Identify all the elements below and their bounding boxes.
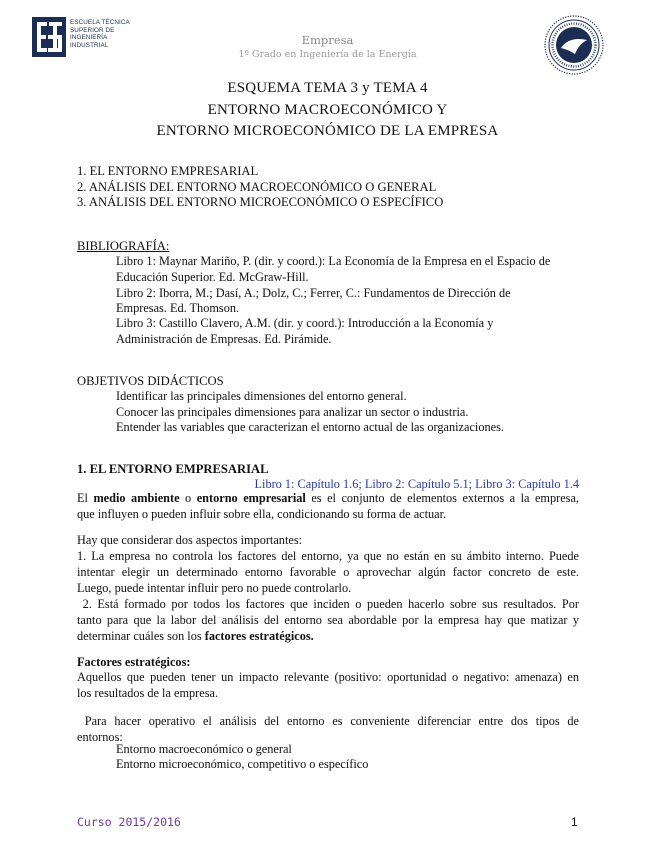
- school-name: ESCUELA TÉCNICA SUPERIOR DE INGENIERÍA INDUSTRIAL: [70, 19, 130, 49]
- doc-title-line-2: ENTORNO MACROECONÓMICO Y: [207, 102, 448, 118]
- doc-title-line-1: ESQUEMA TEMA 3 y TEMA 4: [227, 80, 428, 96]
- index-item-3: 3. ANÁLISIS DEL ENTORNO MICROECONÓMICO O ESPECÍFICO: [77, 195, 444, 209]
- bibliography-line: Empresas. Ed. Thomson.: [116, 301, 240, 315]
- term-medio-ambiente: medio ambiente: [93, 491, 180, 505]
- env-type-item: Entorno microeconómico, competitivo o específico: [116, 757, 369, 771]
- doc-title-line-3: ENTORNO MICROECONÓMICO DE LA EMPRESA: [156, 123, 499, 139]
- bibliography-line: Administración de Empresas. Ed. Pirámide.: [116, 332, 332, 346]
- objective-item: Identificar las principales dimensiones del entorno general.: [116, 389, 407, 403]
- bibliography-heading: BIBLIOGRAFÍA:: [77, 239, 170, 253]
- factors-paragraph: Aquellos que pueden tener un impacto relevante (positivo: oportunidad o negativo: amenaza) en los resultados de la empresa.: [77, 670, 579, 700]
- section-1-heading: 1. EL ENTORNO EMPRESARIAL: [77, 462, 269, 476]
- term-entorno-empresarial: entorno empresarial: [196, 491, 306, 505]
- page-number: 1: [571, 815, 578, 829]
- aspect-2-paragraph: 2. Está formado por todos los factores que inciden o pueden hacerlo sobre sus resultados. Por tanto para que la labor del análisis del entorno sea abordable por la empresa hay que matizar y determinar cuáles son los factores estratégicos.: [77, 597, 579, 643]
- aspect-1-paragraph: 1. La empresa no controla los factores del entorno, ya que no están en su ámbito interno. Puede intentar elegir un determinado entorno favorable o aprovechar algún factor concreto de este. Luego, puede intentar influir pero no puede controlarlo.: [77, 549, 579, 595]
- objective-item: Conocer las principales dimensiones para analizar un sector o industria.: [116, 405, 469, 419]
- analysis-paragraph: Para hacer operativo el análisis del entorno es conveniente diferenciar entre dos tipos de entornos:: [77, 714, 579, 744]
- bibliography-line: Libro 1: Maynar Mariño, P. (dir. y coord.): La Economía de la Empresa en el Espacio de: [116, 254, 551, 268]
- footer-course-year: Curso 2015/2016: [77, 815, 181, 829]
- aspects-intro: Hay que considerar dos aspectos importantes:: [77, 533, 303, 547]
- bibliography-line: Libro 3: Castillo Clavero, A.M. (dir. y coord.): Introducción a la Economía y: [116, 316, 494, 330]
- index-item-2: 2. ANÁLISIS DEL ENTORNO MACROECONÓMICO O GENERAL: [77, 180, 437, 194]
- bibliography-line: Libro 2: Iborra, M.; Dasí, A.; Dolz, C.; Ferrer, C.: Fundamentos de Dirección de: [116, 286, 511, 300]
- bibliography-line: Educación Superior. Ed. McGraw-Hill.: [116, 270, 309, 284]
- definition-paragraph: El medio ambiente o entorno empresarial es el conjunto de elementos externos a la empresa, que influyen o pueden influir sobre ella, condicionando su forma de actuar.: [77, 491, 579, 521]
- env-type-item: Entorno macroeconómico o general: [116, 742, 292, 756]
- section-1-reference: Libro 1: Capítulo 1.6; Libro 2: Capítulo 5.1; Libro 3: Capítulo 1.4: [254, 477, 579, 491]
- index-item-1: 1. EL ENTORNO EMPRESARIAL: [77, 164, 259, 178]
- objective-item: Entender las variables que caracterizan el entorno actual de las organizaciones.: [116, 420, 504, 434]
- header-course: 1º Grado en Ingeniería de la Energía: [238, 49, 417, 60]
- university-seal-icon: [543, 14, 605, 76]
- header-subject: Empresa: [301, 33, 354, 47]
- factors-heading: Factores estratégicos:: [77, 655, 191, 669]
- objectives-heading: OBJETIVOS DIDÁCTICOS: [77, 374, 224, 388]
- term-factores-estrategicos: factores estratégicos.: [204, 629, 314, 643]
